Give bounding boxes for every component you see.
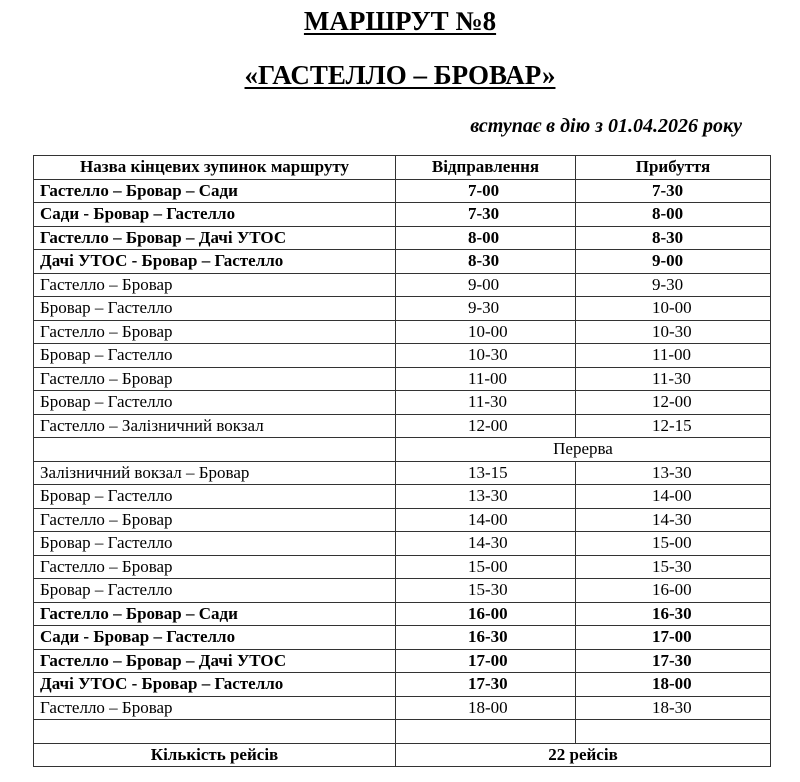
- route-cell: Гастелло – Бровар – Дачі УТОС: [34, 226, 396, 250]
- arrival-cell: 16-30: [576, 602, 771, 626]
- arrival-cell: 17-30: [576, 649, 771, 673]
- table-row: [34, 461, 771, 485]
- arrival-cell: 7-30: [576, 179, 771, 203]
- route-cell: Бровар – Гастелло: [34, 391, 396, 415]
- route-cell: Дачі УТОС - Бровар – Гастелло: [34, 250, 396, 274]
- header-stops: Назва кінцевих зупинок маршруту: [34, 156, 396, 180]
- table-row: [34, 344, 771, 368]
- arrival-cell: 16-00: [576, 579, 771, 603]
- table-row: [34, 226, 771, 250]
- route-number-title: МАРШРУТ №8: [303, 6, 497, 36]
- table-header-row: [34, 156, 771, 180]
- departure-cell: 15-30: [396, 579, 576, 603]
- table-row: [34, 273, 771, 297]
- break-row: [34, 438, 771, 462]
- departure-cell: 13-15: [396, 461, 576, 485]
- route-cell: Гастелло – Залізничний вокзал: [34, 414, 396, 438]
- departure-cell: 17-30: [396, 673, 576, 697]
- arrival-cell: 18-00: [576, 673, 771, 697]
- arrival-cell: 15-00: [576, 532, 771, 556]
- route-cell: Бровар – Гастелло: [34, 579, 396, 603]
- table-row: [34, 673, 771, 697]
- departure-cell: 17-00: [396, 649, 576, 673]
- route-cell: Бровар – Гастелло: [34, 485, 396, 509]
- table-row: [34, 579, 771, 603]
- route-cell: Бровар – Гастелло: [34, 532, 396, 556]
- arrival-cell: 14-00: [576, 485, 771, 509]
- arrival-cell: 8-30: [576, 226, 771, 250]
- route-cell: Гастелло – Бровар – Сади: [34, 602, 396, 626]
- empty-cell: [396, 720, 576, 744]
- table-row: [34, 508, 771, 532]
- table-row: [34, 297, 771, 321]
- empty-row: [34, 720, 771, 744]
- table-row: [34, 203, 771, 227]
- departure-cell: 7-00: [396, 179, 576, 203]
- break-label: Перерва: [396, 438, 771, 462]
- route-cell: Дачі УТОС - Бровар – Гастелло: [34, 673, 396, 697]
- route-cell: Гастелло – Бровар – Дачі УТОС: [34, 649, 396, 673]
- total-row: [34, 743, 771, 767]
- arrival-cell: 17-00: [576, 626, 771, 650]
- table-row: [34, 414, 771, 438]
- route-cell: Сади - Бровар – Гастелло: [34, 203, 396, 227]
- table-row: [34, 555, 771, 579]
- total-value: 22 рейсів: [396, 743, 771, 767]
- arrival-cell: 10-30: [576, 320, 771, 344]
- arrival-cell: 14-30: [576, 508, 771, 532]
- arrival-cell: 10-00: [576, 297, 771, 321]
- arrival-cell: 8-00: [576, 203, 771, 227]
- departure-cell: 7-30: [396, 203, 576, 227]
- route-cell: Бровар – Гастелло: [34, 297, 396, 321]
- route-cell: Гастелло – Бровар: [34, 555, 396, 579]
- table-row: [34, 696, 771, 720]
- table-row: [34, 320, 771, 344]
- arrival-cell: 13-30: [576, 461, 771, 485]
- table-row: [34, 649, 771, 673]
- departure-cell: 9-00: [396, 273, 576, 297]
- departure-cell: 8-00: [396, 226, 576, 250]
- table-row: [34, 179, 771, 203]
- departure-cell: 12-00: [396, 414, 576, 438]
- route-cell: Гастелло – Бровар: [34, 508, 396, 532]
- departure-cell: 11-00: [396, 367, 576, 391]
- empty-cell: [576, 720, 771, 744]
- table-row: [34, 391, 771, 415]
- empty-cell: [34, 720, 396, 744]
- departure-cell: 8-30: [396, 250, 576, 274]
- table-row: [34, 626, 771, 650]
- arrival-cell: 11-30: [576, 367, 771, 391]
- route-cell: Сади - Бровар – Гастелло: [34, 626, 396, 650]
- route-cell: Гастелло – Бровар: [34, 273, 396, 297]
- departure-cell: 14-30: [396, 532, 576, 556]
- departure-cell: 14-00: [396, 508, 576, 532]
- departure-cell: 9-30: [396, 297, 576, 321]
- break-empty-cell: [34, 438, 396, 462]
- departure-cell: 10-00: [396, 320, 576, 344]
- route-cell: Гастелло – Бровар: [34, 367, 396, 391]
- route-cell: Залізничний вокзал – Бровар: [34, 461, 396, 485]
- arrival-cell: 18-30: [576, 696, 771, 720]
- table-row: [34, 250, 771, 274]
- departure-cell: 16-30: [396, 626, 576, 650]
- route-cell: Бровар – Гастелло: [34, 344, 396, 368]
- arrival-cell: 15-30: [576, 555, 771, 579]
- arrival-cell: 12-00: [576, 391, 771, 415]
- departure-cell: 15-00: [396, 555, 576, 579]
- departure-cell: 16-00: [396, 602, 576, 626]
- table-row: [34, 485, 771, 509]
- departure-cell: 13-30: [396, 485, 576, 509]
- table-row: [34, 532, 771, 556]
- route-cell: Гастелло – Бровар: [34, 320, 396, 344]
- departure-cell: 10-30: [396, 344, 576, 368]
- arrival-cell: 11-00: [576, 344, 771, 368]
- route-cell: Гастелло – Бровар: [34, 696, 396, 720]
- total-label: Кількість рейсів: [34, 743, 396, 767]
- table-row: [34, 602, 771, 626]
- departure-cell: 11-30: [396, 391, 576, 415]
- route-name-title: «ГАСТЕЛЛО – БРОВАР»: [244, 60, 556, 90]
- arrival-cell: 12-15: [576, 414, 771, 438]
- arrival-cell: 9-00: [576, 250, 771, 274]
- schedule-body: [34, 179, 771, 767]
- route-cell: Гастелло – Бровар – Сади: [34, 179, 396, 203]
- header-departure: Відправлення: [396, 156, 576, 180]
- table-row: [34, 367, 771, 391]
- effective-date: вступає в дію з 01.04.2026 року: [470, 115, 742, 137]
- arrival-cell: 9-30: [576, 273, 771, 297]
- departure-cell: 18-00: [396, 696, 576, 720]
- schedule-table: [33, 155, 771, 767]
- header-arrival: Прибуття: [576, 156, 771, 180]
